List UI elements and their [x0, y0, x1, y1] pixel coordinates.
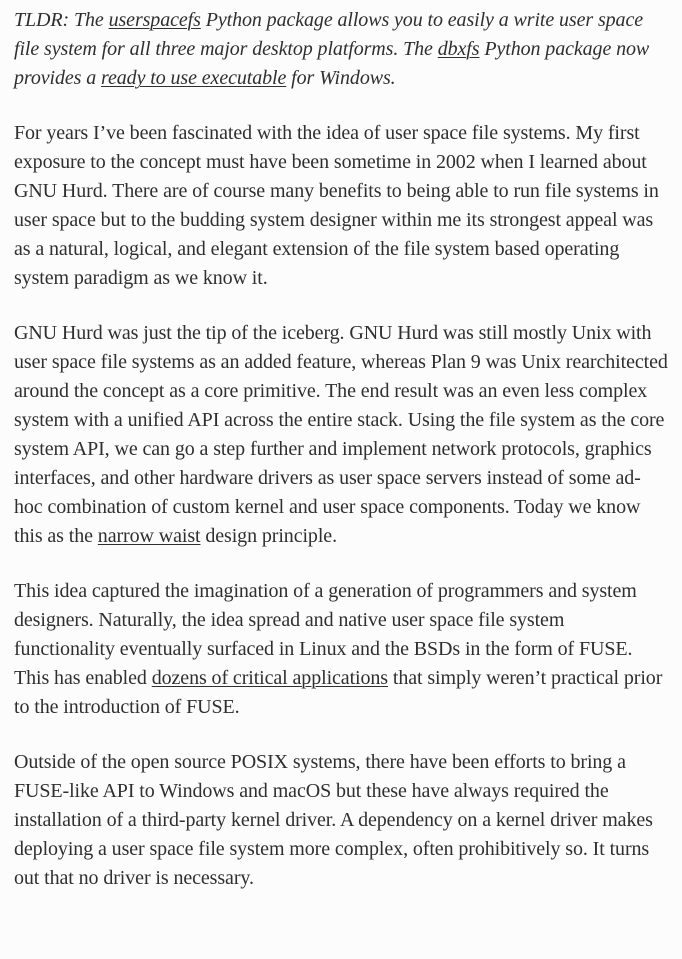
- paragraph-windows-macos: [14, 748, 668, 893]
- text-run: Python package allows you to easily a write user space file system for all three major desktop platforms. The: [14, 9, 644, 60]
- link-dozens-of-critical-applications[interactable]: dozens of critical applications: [151, 667, 388, 689]
- link-userspacefs[interactable]: userspacefs: [108, 9, 201, 31]
- paragraph-gnu-hurd-plan9: [14, 319, 668, 551]
- text-run: design principle.: [200, 525, 337, 547]
- paragraph-intro: [14, 119, 668, 293]
- text-run: TLDR: The: [14, 9, 109, 31]
- paragraph-fuse: [14, 577, 668, 722]
- text-run: Outside of the open source POSIX systems, there have been efforts to bring a FUSE-like API to Windows and macOS but these have always required the installation of a third-party kernel driver. A dependency on a kernel driver makes deploying a user space file system more complex, often prohibitively so. It turns out that no driver is necessary.: [14, 751, 653, 889]
- article-body: [14, 6, 668, 893]
- paragraph-tldr: [14, 6, 668, 93]
- text-run: Python package now provides a: [14, 38, 650, 89]
- text-run: for Windows.: [286, 67, 396, 89]
- text-run: GNU Hurd was just the tip of the iceberg. GNU Hurd was still mostly Unix with user space file systems as an added feature, whereas Plan 9 was Unix rearchitected around the concept as a core primitive. The end result was an even less complex system with a unified API across the entire stack. Using the file system as the core system API, we can go a step further and implement network protocols, graphics interfaces, and other hardware drivers as user space servers instead of some ad-hoc combination of custom kernel and user space components. Today we know this as the: [14, 322, 668, 547]
- link-dbxfs[interactable]: dbxfs: [437, 38, 480, 60]
- text-run: For years I’ve been fascinated with the idea of user space file systems. My first exposure to the concept must have been sometime in 2002 when I learned about GNU Hurd. There are of course many benefits to being able to run file systems in user space but to the budding system designer within me its strongest appeal was as a natural, logical, and elegant extension of the file system based operating system paradigm as we know it.: [14, 122, 659, 289]
- link-narrow-waist[interactable]: narrow waist: [97, 525, 201, 547]
- text-run: that simply weren’t practical prior to the introduction of FUSE.: [14, 667, 663, 718]
- link-ready-to-use-executable[interactable]: ready to use executable: [101, 67, 287, 89]
- text-run: This idea captured the imagination of a generation of programmers and system designers. Naturally, the idea spread and native user space file system functionality eventually surfaced in Linux and the BSDs in the form of FUSE. This has enabled: [14, 580, 637, 689]
